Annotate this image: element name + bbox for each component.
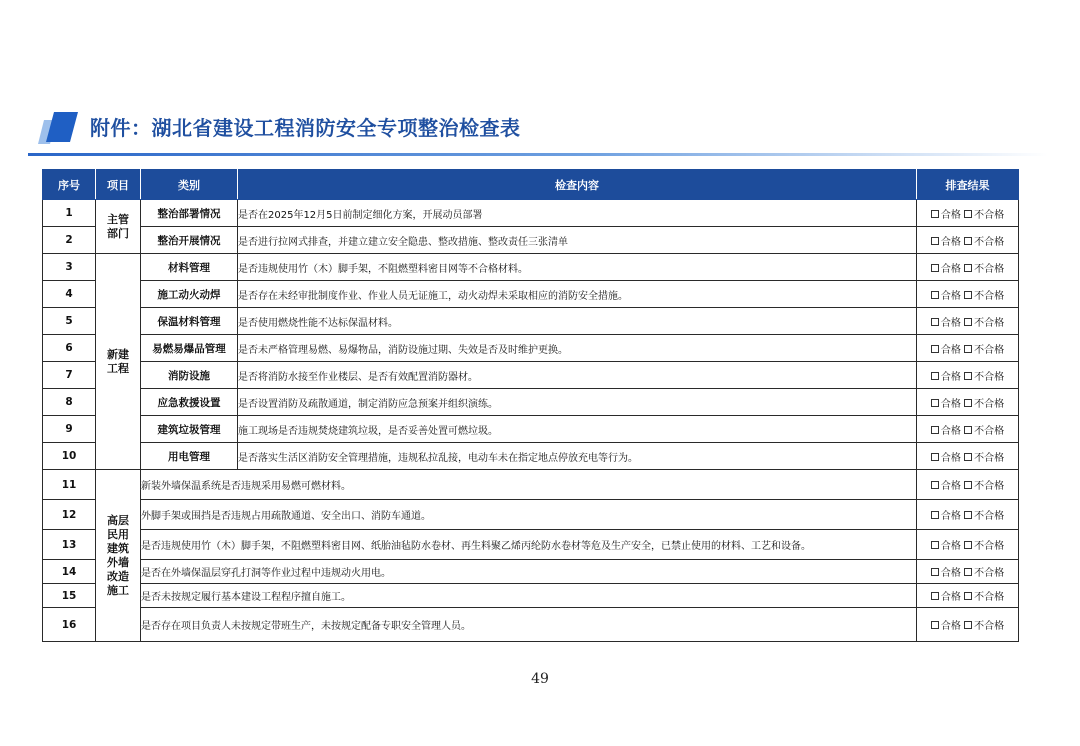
row-result xyxy=(917,530,1019,560)
pass-checkbox[interactable] xyxy=(931,318,939,326)
pass-checkbox[interactable] xyxy=(931,264,939,272)
row-seq: 14 xyxy=(43,560,96,584)
row-content: 新装外墙保温系统是否违规采用易燃可燃材料。 xyxy=(141,470,917,500)
table-header-row xyxy=(43,170,1019,200)
table-row xyxy=(43,335,1019,362)
project-label: 主管部门 xyxy=(107,212,129,240)
pass-checkbox[interactable] xyxy=(931,453,939,461)
pass-label: 合格 xyxy=(940,209,961,221)
project-cell xyxy=(96,470,141,642)
row-content: 是否违规使用竹（木）脚手架，不阻燃塑料密目网、纸胎油毡防水卷材、再生料聚乙烯丙纶防水卷材等危及生产安全，已禁止使用的材料、工艺和设备。 xyxy=(141,530,917,560)
pass-label: 合格 xyxy=(940,541,961,552)
page-number: 49 xyxy=(531,671,549,687)
row-result xyxy=(917,308,1019,335)
fail-checkbox[interactable] xyxy=(964,372,972,380)
row-seq: 2 xyxy=(43,227,96,254)
table-row xyxy=(43,470,1019,500)
row-result xyxy=(917,254,1019,281)
project-label: 高层民用建筑外墙改造施工 xyxy=(107,513,129,597)
header-seq: 序号 xyxy=(43,170,96,200)
row-seq: 13 xyxy=(43,530,96,560)
table-row xyxy=(43,608,1019,642)
row-seq: 10 xyxy=(43,443,96,470)
table-row xyxy=(43,530,1019,560)
pass-label: 合格 xyxy=(940,511,961,522)
fail-label: 不合格 xyxy=(974,541,1005,552)
row-seq: 1 xyxy=(43,200,96,227)
fail-label: 不合格 xyxy=(974,290,1005,302)
fail-label: 不合格 xyxy=(974,511,1005,522)
row-content: 是否落实生活区消防安全管理措施，违规私拉乱接，电动车未在指定地点停放充电等行为。 xyxy=(238,443,917,470)
fail-label: 不合格 xyxy=(974,452,1005,464)
row-seq: 9 xyxy=(43,416,96,443)
pass-checkbox[interactable] xyxy=(931,372,939,380)
row-result xyxy=(917,500,1019,530)
table-row xyxy=(43,416,1019,443)
title-divider xyxy=(28,153,1048,156)
row-content: 是否使用燃烧性能不达标保温材料。 xyxy=(238,308,917,335)
row-result xyxy=(917,335,1019,362)
pass-checkbox[interactable] xyxy=(931,399,939,407)
fail-label: 不合格 xyxy=(974,317,1005,329)
row-seq: 7 xyxy=(43,362,96,389)
fail-checkbox[interactable] xyxy=(964,541,972,549)
fail-label: 不合格 xyxy=(974,344,1005,356)
fail-checkbox[interactable] xyxy=(964,426,972,434)
row-content: 是否将消防水接至作业楼层、是否有效配置消防器材。 xyxy=(238,362,917,389)
project-cell xyxy=(96,254,141,470)
fail-label: 不合格 xyxy=(974,398,1005,410)
project-label: 新建工程 xyxy=(107,347,129,375)
row-category: 应急救援设置 xyxy=(141,389,238,416)
row-category: 建筑垃圾管理 xyxy=(141,416,238,443)
row-content: 施工现场是否违规焚烧建筑垃圾，是否妥善处置可燃垃圾。 xyxy=(238,416,917,443)
pass-label: 合格 xyxy=(940,290,961,302)
table-row xyxy=(43,308,1019,335)
row-result xyxy=(917,362,1019,389)
fail-checkbox[interactable] xyxy=(964,345,972,353)
header-category: 类别 xyxy=(141,170,238,200)
row-result xyxy=(917,416,1019,443)
row-content: 是否进行拉网式排查，并建立建立安全隐患、整改措施、整改责任三张清单 xyxy=(238,227,917,254)
inspection-table xyxy=(42,169,1019,642)
table-row xyxy=(43,560,1019,584)
table-row xyxy=(43,254,1019,281)
pass-checkbox[interactable] xyxy=(931,426,939,434)
pass-checkbox[interactable] xyxy=(931,592,939,600)
fail-checkbox[interactable] xyxy=(964,621,972,629)
row-content: 是否在2025年12月5日前制定细化方案，开展动员部署 xyxy=(238,200,917,227)
row-category: 易燃易爆品管理 xyxy=(141,335,238,362)
pass-label: 合格 xyxy=(940,621,961,632)
fail-label: 不合格 xyxy=(974,371,1005,383)
row-seq: 8 xyxy=(43,389,96,416)
row-category: 保温材料管理 xyxy=(141,308,238,335)
row-content: 是否在外墙保温层穿孔打洞等作业过程中违规动火用电。 xyxy=(141,560,917,584)
row-category: 整治部署情况 xyxy=(141,200,238,227)
header-result: 排查结果 xyxy=(917,170,1019,200)
pass-label: 合格 xyxy=(940,452,961,464)
row-result xyxy=(917,584,1019,608)
row-content: 是否存在项目负责人未按规定带班生产，未按规定配备专职安全管理人员。 xyxy=(141,608,917,642)
pass-checkbox[interactable] xyxy=(931,511,939,519)
table-row xyxy=(43,362,1019,389)
title-decoration-icon xyxy=(38,110,78,146)
row-seq: 11 xyxy=(43,470,96,500)
fail-checkbox[interactable] xyxy=(964,592,972,600)
fail-label: 不合格 xyxy=(974,209,1005,221)
pass-label: 合格 xyxy=(940,568,961,579)
row-content: 是否未严格管理易燃、易爆物品，消防设施过期、失效是否及时维护更换。 xyxy=(238,335,917,362)
row-seq: 6 xyxy=(43,335,96,362)
row-result xyxy=(917,389,1019,416)
pass-checkbox[interactable] xyxy=(931,481,939,489)
row-result xyxy=(917,281,1019,308)
row-result xyxy=(917,200,1019,227)
row-content: 是否未按规定履行基本建设工程程序擅自施工。 xyxy=(141,584,917,608)
fail-checkbox[interactable] xyxy=(964,453,972,461)
pass-checkbox[interactable] xyxy=(931,237,939,245)
header-content: 检查内容 xyxy=(238,170,917,200)
fail-checkbox[interactable] xyxy=(964,264,972,272)
table-row xyxy=(43,281,1019,308)
row-seq: 4 xyxy=(43,281,96,308)
row-result xyxy=(917,443,1019,470)
row-category: 施工动火动焊 xyxy=(141,281,238,308)
page-title: 附件：湖北省建设工程消防安全专项整治检查表 xyxy=(90,116,521,140)
fail-checkbox[interactable] xyxy=(964,318,972,326)
row-seq: 12 xyxy=(43,500,96,530)
fail-checkbox[interactable] xyxy=(964,511,972,519)
table-row xyxy=(43,200,1019,227)
fail-checkbox[interactable] xyxy=(964,210,972,218)
row-result xyxy=(917,470,1019,500)
fail-checkbox[interactable] xyxy=(964,399,972,407)
row-category: 材料管理 xyxy=(141,254,238,281)
fail-label: 不合格 xyxy=(974,621,1005,632)
pass-label: 合格 xyxy=(940,592,961,603)
fail-label: 不合格 xyxy=(974,568,1005,579)
fail-label: 不合格 xyxy=(974,263,1005,275)
table-row xyxy=(43,584,1019,608)
fail-label: 不合格 xyxy=(974,481,1005,492)
pass-checkbox[interactable] xyxy=(931,621,939,629)
row-content: 是否违规使用竹（木）脚手架，不阻燃塑料密目网等不合格材料。 xyxy=(238,254,917,281)
fail-label: 不合格 xyxy=(974,425,1005,437)
fail-checkbox[interactable] xyxy=(964,291,972,299)
pass-checkbox[interactable] xyxy=(931,541,939,549)
pass-label: 合格 xyxy=(940,481,961,492)
table-row xyxy=(43,389,1019,416)
pass-label: 合格 xyxy=(940,317,961,329)
pass-label: 合格 xyxy=(940,398,961,410)
row-result xyxy=(917,227,1019,254)
row-result xyxy=(917,608,1019,642)
pass-label: 合格 xyxy=(940,263,961,275)
pass-checkbox[interactable] xyxy=(931,345,939,353)
row-seq: 5 xyxy=(43,308,96,335)
header-project: 项目 xyxy=(96,170,141,200)
project-cell xyxy=(96,200,141,254)
fail-checkbox[interactable] xyxy=(964,481,972,489)
row-content: 是否存在未经审批制度作业、作业人员无证施工，动火动焊未采取相应的消防安全措施。 xyxy=(238,281,917,308)
pass-label: 合格 xyxy=(940,371,961,383)
pass-checkbox[interactable] xyxy=(931,210,939,218)
row-content: 是否设置消防及疏散通道，制定消防应急预案并组织演练。 xyxy=(238,389,917,416)
pass-label: 合格 xyxy=(940,344,961,356)
fail-checkbox[interactable] xyxy=(964,237,972,245)
fail-label: 不合格 xyxy=(974,592,1005,603)
row-seq: 15 xyxy=(43,584,96,608)
pass-checkbox[interactable] xyxy=(931,568,939,576)
fail-label: 不合格 xyxy=(974,236,1005,248)
pass-label: 合格 xyxy=(940,236,961,248)
pass-label: 合格 xyxy=(940,425,961,437)
table-row xyxy=(43,500,1019,530)
pass-checkbox[interactable] xyxy=(931,291,939,299)
row-category: 整治开展情况 xyxy=(141,227,238,254)
row-seq: 16 xyxy=(43,608,96,642)
row-result xyxy=(917,560,1019,584)
row-content: 外脚手架或围挡是否违规占用疏散通道、安全出口、消防车通道。 xyxy=(141,500,917,530)
row-seq: 3 xyxy=(43,254,96,281)
table-row xyxy=(43,227,1019,254)
row-category: 消防设施 xyxy=(141,362,238,389)
row-category: 用电管理 xyxy=(141,443,238,470)
fail-checkbox[interactable] xyxy=(964,568,972,576)
table-row xyxy=(43,443,1019,470)
